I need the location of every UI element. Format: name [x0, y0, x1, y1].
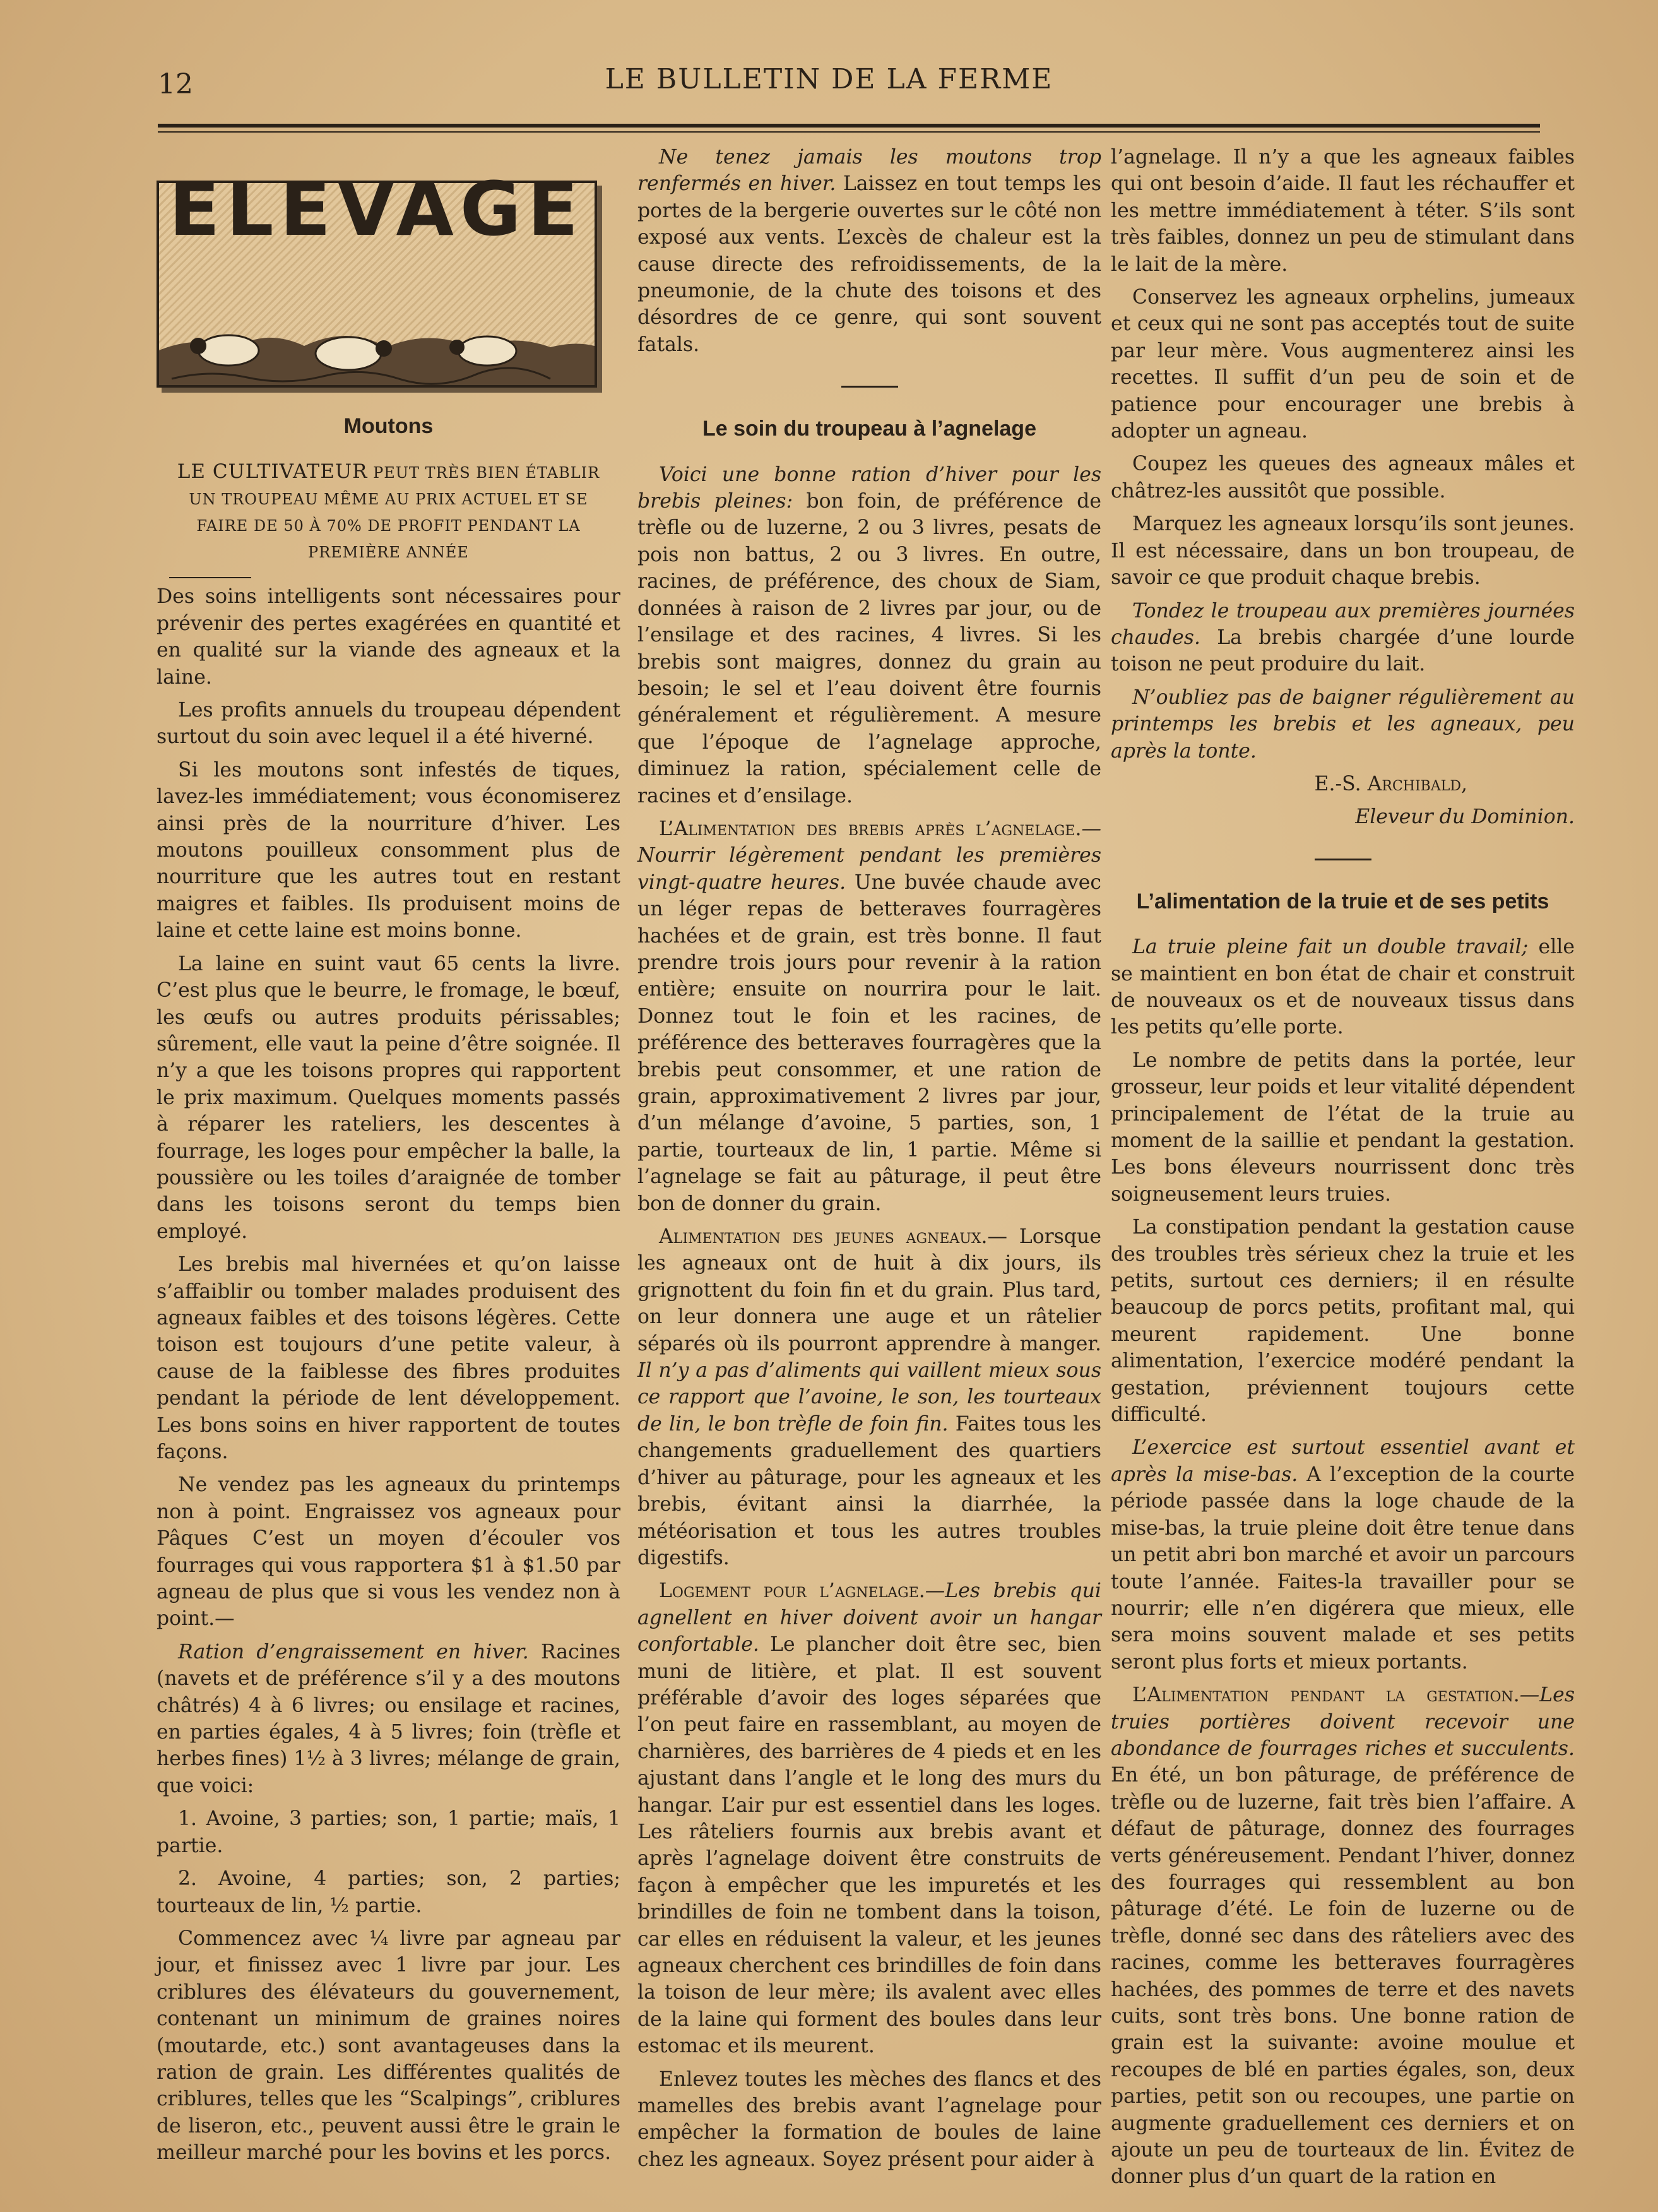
paragraph: La constipation pendant la gestation cause des troubles très sérieux chez la truie et les petits, surtout ces derniers; il en résulte beaucoup de porcs petits, profitant mal, qui meurent rapidement. Une bonne alimentation, l’exercice modéré pendant la gestation, préviennent toujours cette difficulté. [1111, 1216, 1575, 1427]
article-separator [1315, 859, 1371, 860]
italic-lead: La truie pleine fait un double travail; [1132, 936, 1529, 959]
italic-lead: Ration d’engraissement en hiver. [178, 1640, 529, 1663]
paragraph-text: En été, un bon pâturage, de préférence de trèfle ou de luzerne, fait très bien l’affaire. A défaut de pâturage, donnez des fourrages verts généreusement. Pendant l’hiver, donnez des fourrages qui ressemblent au bon pâturage d’été. Le foin de luzerne ou de trèfle, donné sec dans des râteliers avec des racines, comme les betteraves fourragères hachées, des pommes de terre et des navets cuits, sont très bons. Une bonne ration de grain est la suivante: avoine moulue et recoupes de blé en parties égales, son, deux parties, petit son ou recoupes, une partie on augmente graduellement ces derniers et on ajoute un peu de tourteaux de lin. Évitez de donner plus d’un quart de la ration en [1111, 1764, 1575, 2189]
article-title-agnelage: Le soin du troupeau à l’agnelage [702, 417, 1036, 441]
sheep-illustration-icon [159, 290, 595, 385]
paragraph: Le nombre de petits dans la portée, leur grosseur, leur poids et leur vitalité dépendent principalement de l’état de la truie au moment de la saillie et pendant la gestation. Les bons éleveurs nourrissent donc très soigneusement leurs truies. [1111, 1049, 1575, 1206]
deck-lead: LE CULTIVATEUR [177, 460, 368, 484]
paragraph [1111, 1434, 1575, 1675]
paragraph: Les profits annuels du troupeau dépendent surtout du soin avec lequel il a été hiverné. [157, 699, 620, 749]
paragraph-text: bon foin, de préférence de trèfle ou de luzerne, 2 ou 3 livres, pesats de pois non battus, 2 ou 3 livres. En outre, racines, de préférence, des choux de Siam, données à raison de 2 livres par jour, ou de l’ensilage et des racines, 4 livres. Si les brebis sont maigres, donnez du grain au besoin; le sel et l’eau doivent être fournis généralement et régulièrement. A mesure que l’époque de l’agnelage approche, diminuez la ration, spécialement celle de racines et d’ensilage. [637, 490, 1101, 807]
paragraph: 1. Avoine, 3 parties; son, 1 partie; maïs, 1 partie. [157, 1807, 620, 1857]
paragraph: l’agnelage. Il n’y a que les agneaux faibles qui ont besoin d’aide. Il faut les réchauffer et les mettre immédiatement à téter. S’ils sont très faibles, donnez un peu de stimulant dans le lait de la mère. [1111, 146, 1575, 276]
article-separator [841, 386, 898, 388]
signature [1111, 771, 1575, 797]
paragraph [637, 1578, 1101, 2059]
section-logo-text: ELEVAGE [169, 165, 585, 253]
paragraph [637, 144, 1101, 358]
paragraph: Marquez les agneaux lorsqu’ils sont jeunes. Il est nécessaire, dans un bon troupeau, de savoir ce que produit chaque brebis. [1111, 513, 1575, 590]
page-number: 12 [158, 68, 193, 100]
italic-lead: L’exercice est surtout essentiel avant et après la mise-bas. [1111, 1436, 1575, 1486]
italic-lead: —Nourrir légèrement pendant les premières vingt-quatre heures. [637, 817, 1101, 894]
subheading: L’Alimentation des brebis après l’agnelage. [659, 817, 1082, 840]
paragraph: Enlevez toutes les mèches des flancs et des mamelles des brebis avant l’agnelage pour empêcher la formation de boules de laine chez les agneaux. Soyez présent pour aider à [637, 2067, 1101, 2171]
signature-title: Eleveur du Dominion. [1355, 806, 1575, 829]
paragraph-text: A l’exception de la courte période passée dans la loge chaude de la mise-bas, la truie pleine doit être tenue dans un petit abri bon marché et avoir un parcours toute l’année. Faites-la travailler pour se nourrir; elle n’en digérera que mieux, elle sera moins souvent malade et ses petits seront plus forts et mieux portants. [1111, 1463, 1575, 1674]
italic-lead: Tondez le troupeau aux premières journées chaudes. [1111, 599, 1575, 649]
paragraph [1111, 684, 1575, 764]
paragraph [637, 816, 1101, 1217]
paragraph-text: Laissez en tout temps les portes de la bergerie ouvertes sur le côté non exposé aux vents. L’excès de chaleur est la cause directe des refroidissements, de la pneumonie, de la chute des toisons et des désordres de ce genre, qui sont souvent fatals. [637, 172, 1101, 356]
paragraph [637, 461, 1101, 809]
paragraph: Les brebis mal hivernées et qu’on laisse s’affaiblir ou tomber malades produisent des agneaux faibles et des toisons légères. Cette toison est toujours d’une petite valeur, à cause de la faiblesse des fibres produites pendant la période de lent développement. Les bons soins en hiver rapportent de toutes façons. [157, 1253, 620, 1463]
paragraph: La laine en suint vaut 65 cents la livre. C’est plus que le beurre, le fromage, le bœuf, les œufs ou autres produits périssables; sûrement, elle vaut la peine d’être soignée. Il n’y a que les toisons propres qui rapportent le prix maximum. Quelques moments passés à réparer les rateliers, les descentes à fourrage, les loges pour empêcher la balle, la poussière ou les toiles d’araignée de tomber dans les toisons seront du temps bien employé. [157, 952, 620, 1243]
column-3 [1111, 144, 1575, 2197]
header-rule [158, 124, 1540, 128]
article-title-truie: L’alimentation de la truie et de ses petits [1136, 889, 1549, 913]
italic-lead: —Les brebis qui agnellent en hiver doivent avoir un hangar confortable. [637, 1579, 1101, 1656]
paragraph [637, 1223, 1101, 1571]
paragraph: Si les moutons sont infestés de tiques, lavez-les immédiatement; vous économiserez ainsi près de la nourriture d’hiver. Les moutons pouilleux consomment plus de nourriture que les autres tout en restant maigres et faibles. Ils produisent moins de laine et cette laine est moins bonne. [157, 758, 620, 942]
paragraph: Des soins intelligents sont nécessaires pour prévenir des pertes exagérées en quantité et en qualité sur la viande des agneaux et la laine. [157, 585, 620, 689]
paragraph-text: Une buvée chaude avec un léger repas de betteraves fourragères hachées et de grain, est très bonne. Il faut prendre trois jours pour revenir à la ration entière; ensuite on nourrira pour le lait. Donnez tout le foin et les racines, de préférence des betteraves fourragères que la brebis peut consommer, et une ration de grain, approximativement 2 livres par jour, d’un mélange d’avoine, 5 parties, son, 1 partie, tourteaux de lin, 1 partie. Même si l’agnelage se fait au pâturage, il peut être bon de donner du grain. [637, 871, 1101, 1215]
italic-lead: Voici une bonne ration d’hiver pour les brebis pleines: [637, 463, 1101, 513]
italic-text: N’oubliez pas de baigner régulièrement au printemps les brebis et les agneaux, peu après la tonte. [1111, 686, 1575, 763]
column-1 [157, 144, 620, 2173]
paragraph [1111, 934, 1575, 1041]
subheading: Logement pour l’agnelage. [659, 1579, 925, 1603]
header-rule-thin [158, 131, 1540, 133]
paragraph-text: elle se maintient en bon état de chair et construit de nouveaux os et de nouveaux tissus dans les petits qu’elle porte. [1111, 936, 1575, 1039]
paragraph-text: Faites tous les changements graduellement des quartiers d’hiver au pâturage, pour les agneaux et les brebis, évitant ainsi la diarrhée, la météorisation et tous les autres troubles digestifs. [637, 1412, 1101, 1569]
paragraph: Conservez les agneaux orphelins, jumeaux et ceux qui ne sont pas acceptés tout de suite par leur mère. Vous augmenterez ainsi les recettes. Il suffit d’un peu de soin et de patience pour encourager une brebis à adopter un agneau. [1111, 286, 1575, 443]
deck-rule [169, 577, 251, 578]
italic-lead: —Les truies portières doivent recevoir une abondance de fourrages riches et succulents. [1111, 1684, 1575, 1760]
paragraph-text: La brebis chargée d’une lourde toison ne peut produire du lait. [1111, 626, 1575, 676]
subheading: L’Alimentation pendant la gestation. [1132, 1684, 1520, 1707]
paragraph [1111, 1682, 1575, 2191]
running-head: LE BULLETIN DE LA FERME [605, 63, 1053, 95]
deck-text: PEUT TRÈS BIEN ÉTABLIR UN TROUPEAU MÊME AU PRIX ACTUEL ET SE FAIRE DE 50 À 70% DE PROFIT PENDANT LA PREMIÈRE ANNÉE [189, 464, 600, 562]
paragraph-text: — Lorsque les agneaux ont de huit à dix jours, ils grignottent du foin fin et du grain. Plus tard, on leur donnera une auge et un râtelier séparés où ils pourront apprendre à manger. [637, 1225, 1101, 1355]
paragraph: Commencez avec ¼ livre par agneau par jour, et finissez avec 1 livre par jour. Les criblures des élévateurs du gouvernement, contenant un minimum de graines noires (moutarde, etc.) sont avantageuses dans la ration de grain. Les différentes qualités de criblures, telles que les “Scalpings”, criblures de liseron, etc., peuvent aussi être le grain le meilleur marché pour les bovins et les porcs. [157, 1927, 620, 2165]
article-title-moutons: Moutons [343, 414, 434, 438]
paragraph-text: Le plancher doit être sec, bien muni de litière, et plat. Il est souvent préférable d’avoir des loges séparées que l’on peut faire en rassemblant, au moyen de charnières, des barrières de 4 pieds et en les ajustant dans l’angle et le long des murs du hangar. L’air pur est essentiel dans les loges. Les râteliers fournis aux brebis avant et après l’agnelage doivent être construits de façon à empêcher que les impuretés et les brindilles de foin ne tombent dans la toison, car elles en réduisent la valeur, et les jeunes agneaux cherchent ces brindilles de foin dans la toison de leur mère; ils avalent avec elles de la laine qui forment des boules dans leur estomac et ils meurent. [637, 1633, 1101, 2058]
paragraph [1111, 598, 1575, 678]
paragraph-text: Racines (navets et de préférence s’il y a des moutons châtrés) 4 à 6 livres; ou ensilage et racines, en parties égales, 4 à 5 livres; foin (trèfle et herbes fines) 1½ à 3 livres; mélange de grain, que voici: [157, 1640, 620, 1797]
article-deck [172, 458, 605, 566]
section-logo [157, 165, 597, 388]
paragraph [157, 1639, 620, 1799]
paragraph: 2. Avoine, 4 parties; son, 2 parties; tourteaux de lin, ½ partie. [157, 1867, 620, 1917]
italic-lead: Ne tenez jamais les moutons trop renfermés en hiver. [637, 146, 1101, 196]
signature-name: E.-S. Archibald, [1314, 772, 1467, 795]
italic-text: Il n’y a pas d’aliments qui vaillent mieux sous ce rapport que l’avoine, le son, les tourteaux de lin, le bon trèfle de foin fin. [637, 1359, 1101, 1436]
column-2 [637, 144, 1101, 2179]
subheading: Alimentation des jeunes agneaux. [659, 1225, 988, 1249]
paragraph: Coupez les queues des agneaux mâles et châtrez-les aussitôt que possible. [1111, 453, 1575, 502]
paragraph: Ne vendez pas les agneaux du printemps non à point. Engraissez vos agneaux pour Pâques C’est un moyen d’écouler vos fourrages qui vous rapportera $1 à $1.50 par agneau de plus que si vous les vendez non à point.— [157, 1473, 620, 1631]
